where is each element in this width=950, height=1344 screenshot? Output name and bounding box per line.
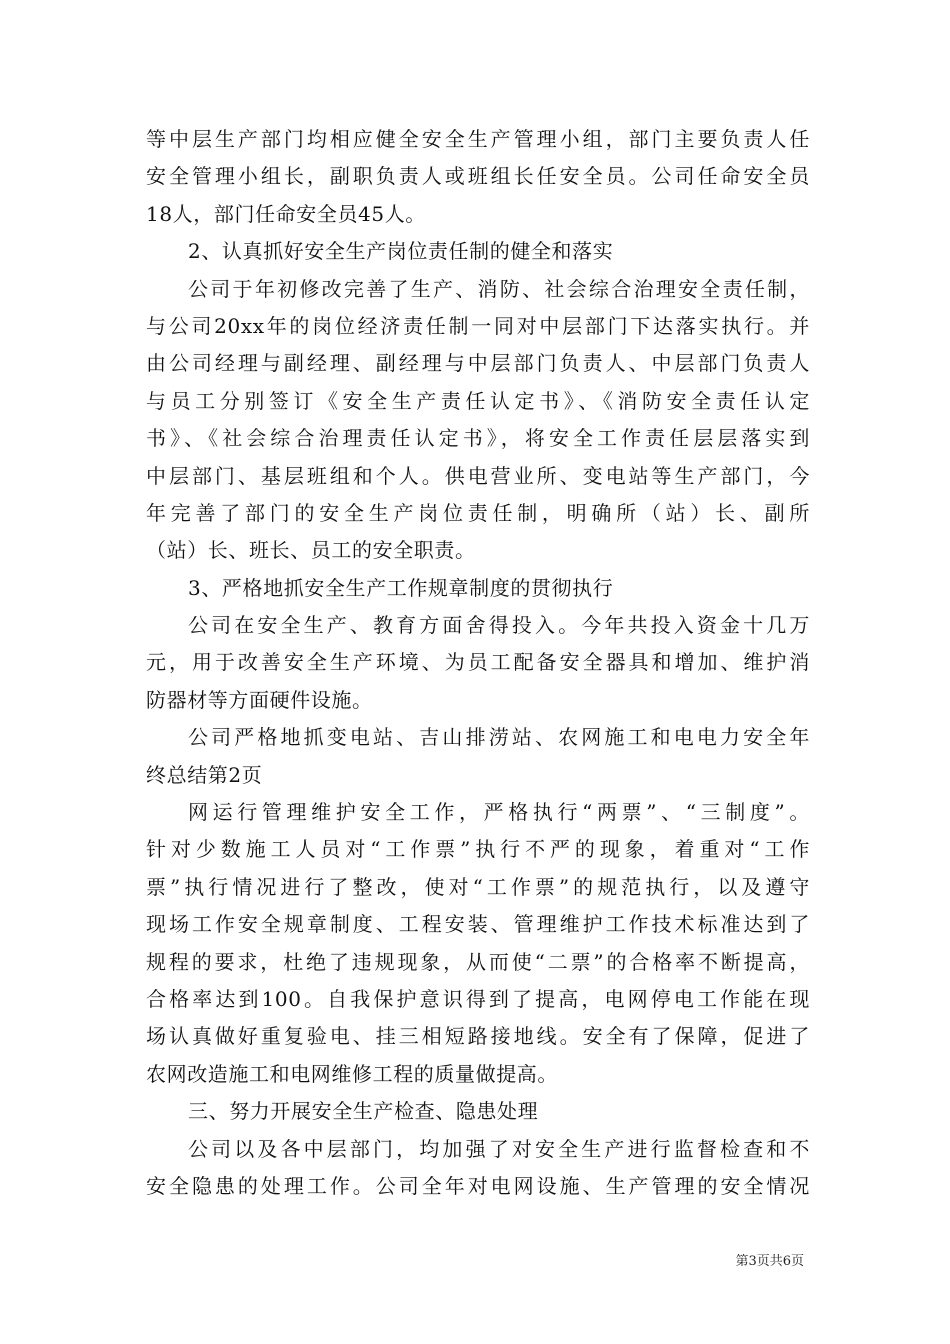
text-line: 公司在安全生产、教育方面舍得投入。今年共投入资金十几万 [188,613,810,638]
page-number: 第3页共6页 [735,1254,804,1269]
text-line: 2、认真抓好安全生产岗位责任制的健全和落实 [188,239,614,264]
text-line: 合格率达到100。自我保护意识得到了提高，电网停电工作能在现 [146,986,810,1011]
text-line: 场认真做好重复验电、挂三相短路接地线。安全有了保障，促进了 [146,1024,810,1049]
text-line: 年完善了部门的安全生产岗位责任制，明确所（站）长、副所 [146,500,810,525]
text-line: 由公司经理与副经理、副经理与中层部门负责人、中层部门负责人 [146,351,810,376]
document-body [146,121,810,1205]
text-line: 安全隐患的处理工作。公司全年对电网设施、生产管理的安全情况 [146,1173,810,1198]
text-line: 票”执行情况进行了整改，使对“工作票”的规范执行，以及遵守 [146,874,810,899]
text-line: 三、努力开展安全生产检查、隐患处理 [188,1099,539,1124]
text-line: 与公司20xx年的岗位经济责任制一同对中层部门下达落实执行。并 [146,313,810,338]
text-line: 元，用于改善安全生产环境、为员工配备安全器具和增加、维护消 [146,650,810,675]
text-line: 农网改造施工和电网维修工程的质量做提高。 [146,1061,558,1086]
text-line: 网运行管理维护安全工作，严格执行“两票”、“三制度”。 [188,800,810,825]
text-line: 书》、《社会综合治理责任认定书》，将安全工作责任层层落实到 [146,426,810,451]
text-line: 安全管理小组长，副职负责人或班组长任安全员。公司任命安全员 [146,164,810,189]
text-line: 18人，部门任命安全员45人。 [146,201,426,226]
text-line: 规程的要求，杜绝了违规现象，从而使“二票”的合格率不断提高， [146,949,810,974]
text-line: 公司于年初修改完善了生产、消防、社会综合治理安全责任制， [188,276,810,301]
text-line: 针对少数施工人员对“工作票”执行不严的现象，着重对“工作 [146,837,810,862]
text-line: 公司严格地抓变电站、吉山排涝站、农网施工和电电力安全年 [188,725,810,750]
text-line: 终总结第2页 [146,762,263,787]
text-line: 现场工作安全规章制度、工程安装、管理维护工作技术标准达到了 [146,912,810,937]
text-line: 等中层生产部门均相应健全安全生产管理小组，部门主要负责人任 [146,127,810,151]
text-line: 公司以及各中层部门，均加强了对安全生产进行监督检查和不 [188,1136,810,1161]
text-line: 3、严格地抓安全生产工作规章制度的贯彻执行 [188,575,614,600]
text-line: （站）长、班长、员工的安全职责。 [146,538,476,563]
text-line: 防器材等方面硬件设施。 [146,687,373,712]
text-line: 中层部门、基层班组和个人。供电营业所、变电站等生产部门，今 [146,463,810,488]
text-line: 与员工分别签订《安全生产责任认定书》、《消防安全责任认定 [146,388,810,413]
